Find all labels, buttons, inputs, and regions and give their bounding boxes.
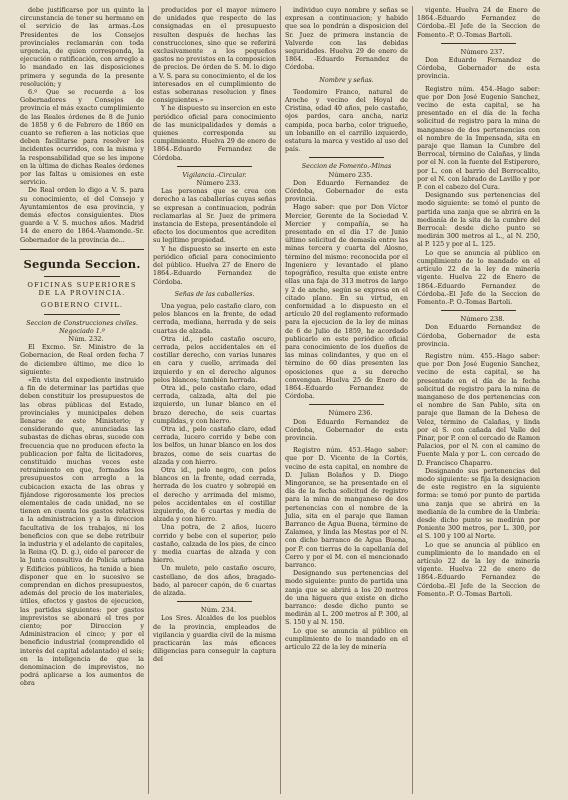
list-item: Otra id., pelo castaño claro, edad cerrada, lucero corrido y bebe con los belfos, un lunar blanco en los dos brazos, come de seis cuartas de alzada y con hierro. (153, 424, 276, 466)
paragraph: «En vista del expediente instruido a fin de determinar las partidas que deben constituir los presupuestos de las obras públicas del Estado, provinciales y municipales deben llenarse de este Ministerio; y considerando que, anunciadas las subastas de dichas obras, sucede con frecuencia que no producen efecto la publicacion por falta de licitadores, constituido muchas veces este retraimiento en que, formados los presupuestos con arreglo a la cubicacion exacta de las obras y fijándose rigorosamente los precios elementales de cada unidad, no se tienen en cuenta los gastos relativos a la administracion y a la direccion facultativa de los trabajos, ni los beneficios con que se debe retribuir la industria y el adelanto de capitales, la Reina (Q. D. g.), oido el parecer de la Junta consultiva de Policía urbana y Edificios públicos, ha tenido a bien disponer que en lo sucesivo se comprendan en dichos presupuestos, además del precio de los materiales, útiles, efectos y gastos de ejecucion, las partidas siguientes: por gastos imprevistos se abonará el tres por ciento; por Direccion y Administracion el cinco; y por el beneficio industrial (comprendido el interés del capital adelantado) el seis; en la inteligencia de que la denominacion de imprevistos, no podrá aplicarse a los aumentos de obra (20, 375, 144, 688)
list-item: Otra id., pelo castaño claro, edad cerrada, calzada, alta del pie izquierdo, un lunar blanco en el brazo derecho, de seis cuartas cumplidas, y con hierro. (153, 383, 276, 425)
paragraph: debe justificarse por un quinto la circunstancia de tener su hermano en el servicio de las armas.-Los Presidentes de los Consejos provinciales reclamarán con toda urgencia, de quien corresponda, la ejecución o ratificación, con arreglo a lo mandado en las disposiciones primera y segunda de la presente resolución; y (20, 6, 144, 88)
paragraph: Registro núm. 454.-Hago saber: que por Don José Eugenio Sanchez, vecino de esta capital, se ha presentado en el día de la fecha solicitud de registro para la mina de manganeso de dos pertenencias con el nombre de la Impensada, sita en paraje que llaman la Cumbre del Berrocal, término de Calañas, y linda por el N. con la fuente del Estiperero, por L. con el barrio del Berrocalito, por el N. con labrado de Lavillo y por P. con el cabezo del Cura. (417, 84, 540, 192)
list-item: Un muleto, pelo castaño oscuro, castellano, de dos años, bragado-bado, al parecer capón, de 6 cuartas de alzada. (153, 564, 276, 598)
paragraph: Don Eduardo Fernandez de Córdoba, Gobernador de esta provincia. (417, 56, 540, 81)
column-2 (148, 6, 280, 794)
divider (309, 404, 384, 405)
paragraph: Registro núm. 453.-Hago saber: que por D. Vicente de la Cortés, vecino de esta capital, en nombre de D. Julian Bolaños y D. Diego Mingorance, se ha presentado en el día de la fecha solicitud de registro para la mina de manganeso de dos pertenencias con el nombre de la Julia, sita en el paraje que llaman Barranco de Agua Buena, término de Zalamea, y linda las Mestas por el N. con dicho barranco de Agua Buena, por P. con tierras de la capellanía del Cerro y por el M. con el mencionado barranco. (285, 446, 408, 569)
paragraph: individuo cuyo nombre y señas se expresan a continuacion; y habido que sea lo pondrán a disposicion del Sr. Juez de primera instancia de Valverde con las debidas seguridades. Huelva 29 de enero de 1864. -Eduardo Fernandez de Córdoba. (285, 6, 408, 72)
column-3 (280, 6, 412, 794)
paragraph: Designando sus pertenencias del modo siguiente: punto de partida una zanja que se abrirá a los 20 metros de una higuera que existe en dicho barranco: desde dicho punto se medirán al L. 200 metros al P. 300, al S. 150 y al N. 150. (285, 569, 408, 627)
vigilancia-heading: Vigilancia.-Circular. (182, 170, 247, 179)
paragraph: 6.º Que se recuerde a los Gobernadores y Consejos de provincia el más exacto cumplimiento de las Reales órdenes de 8 de Junio de 1858 y 6 de Febrero de 1860 en cuanto se refieren a las noticias que deben facilitarse para resolver los incidentes ocurridos, con la misma y la responsabilidad que se les impone en la última de dichas Reales órdenes por las faltas u omisiones en este servicio. (20, 88, 144, 187)
paragraph: Don Eduardo Fernandez de Córdoba, Gobernador de esta provincia. (285, 417, 408, 442)
paragraph: Las personas que se crea con derecho a las caballerías cuyas señas se expresan a continuacion, podrán reclamarlas al Sr. Juez de primera instancia de Estepa, presentándole el efecto los documentos que acrediten su legítimo propiedad. (153, 187, 276, 245)
paragraph: De Real orden lo digo a V. S. para su conocimiento, el del Consejo y Ayuntamientos de esa provincia, y demás efectos consiguientes. Dios guarde a V. S. muchos años. Madrid 14 de enero de 1864.-Vaamonde.-Sr. Gobernador de la provincia de... (20, 186, 144, 244)
paragraph: Don Eduardo Fernandez de Córdoba, Gobernador de esta provincia. (417, 323, 540, 348)
item-number: Número 237. (460, 47, 505, 56)
item-number: Núm. 232. (68, 334, 104, 343)
paragraph: Los Sres. Alcaldes de los pueblos de la provincia, empleados de vigilancia y guardia civil de la misma practicarán las más eficaces diligencias para conseguir la captura del (153, 614, 276, 664)
item-number: Número 236. (328, 409, 373, 418)
divider (441, 43, 516, 44)
paragraph: El Excmo. Sr. Ministro de la Gobernacion, de Real orden fecha 7 de diciembre último, me dice lo siguiente: (20, 343, 144, 376)
paragraph: Lo que se anuncia al público en cumplimiento de lo mandado en el artículo 22 de la ley de minería (285, 626, 408, 652)
paragraph: Hago saber: que por Don Víctor Mercier, Gerente de la Sociedad V. Mercier y compañía, se ha presentado en el día 17 de Junio último solicitud de demasía entre las minas tercera y cuarta del Alosno, término del mismo: reconocida por el Ingeniero y levantado el plano topográfico, resulta que existe entre ellas una faja de 313 metros de largo y 2 de ancho, según se expresa en el citado plano. En su virtud, en conformidad a lo dispuesto en el artículo 20 del reglamento reformado para la ejecucion de la ley de minas de 6 de Julio de 1859, he acordado publicarlo en este periódico oficial para conocimiento de los dueños de las minas colindantes, y que en el término de 60 días presenten las oposiciones que a su derecho convengan. Huelva 25 de Enero de 1864.-Eduardo Fernandez de Córdoba. (285, 203, 408, 401)
paragraph: Designando sus pertenencias del modo siguiente: se tomó el punto de partida una zanja que se abrirá en la medianía de la sita de la cumbre del Berrocal: desde dicho punto se medirán 300 metros al L., al N. 250, al P. 125 y por al L. 125. (417, 191, 540, 249)
divider (309, 157, 384, 158)
divider (44, 276, 120, 277)
nombre-heading: Nombre y señas. (319, 75, 374, 84)
paragraph: Y he dispuesto se inserte en este periódico oficial para conocimiento del público. Huelva 27 de Enero de 1864.-Eduardo Fernandez de Córdoba. (153, 244, 276, 286)
paragraph: Don Eduardo Fernandez de Córdoba, Gobernador de esta provincia. (285, 178, 408, 204)
divider (44, 314, 120, 315)
paragraph: Registro núm. 455.-Hago saber: que por Don José Eugenio Sanchez, vecino de esta capital, se ha presentado en el día de la fecha solicitud de registro para la mina de manganeso de dos pertenencias con el nombre de San Pablo, sita en paraje que llaman de la Dehesa de Velez, término de Calañas, y linda por el S. con cañada del Valle del Pinar, por P. con el cercado de Ramon Palacios, por el N. con el camino de Fuente Mala y por L. con cercado de D. Francisco Chaparro. (417, 351, 540, 467)
divider (441, 310, 516, 311)
divider (177, 601, 252, 602)
paragraph: Designando sus pertenencias del modo siguiente: se fija la designacion de este registro en la siguiente forma: se tomó por punto de partida una zanja que se abrirá en la medianía de la cumbre de la Umbría: desde dicho punto se medirán por Poniente 300 metros, por L. 300, por el S. 100 y 100 al Norte. (417, 466, 540, 541)
list-item: Otra id., pelo negro, con pelos blancos en la frente, edad cerrada, herrada de los cuatro y sobrepié en el derecho y arrimada del mismo, pelos accidentales en el costillar izquierdo, de 6 cuartas y media de alzada y con hierro. (153, 465, 276, 524)
list-item: Otra id., pelo castaño oscuro, cerrada, pelos accidentales en el costillar derecho, con varias lunares en cara y cuello, arrimada del izquierdo y en el derecho algunos pelos blancos; también herrada. (153, 334, 276, 384)
senas-heading: Señas de las caballerías. (174, 289, 255, 298)
paragraph: Y he dispuesto su insercion en este periódico oficial para conocimiento de las municipalidades y demás a quienes corresponda su cumplimiento. Huelva 29 de enero de 1864.-Eduardo Fernandez de Córdoba. (153, 104, 276, 162)
column-1 (16, 6, 148, 794)
paragraph: producidos por el mayor número de unidades que respecto de las consignadas en el presupuesto resulten después de hechas las construcciones, sino que se referirá exclusivamente a los pequeños gastos no previstos en la composicion de precios. De órden de S. M. lo digo a V. S. para su conocimiento, el de los interesados en el cumplimiento de estas soberanas resolucion y fines consiguientes.» (153, 6, 276, 105)
paragraph: Teodomiro Franco, natural de Aroche y vecino del Hoyal de Cristina, edad 40 años, pelo castaño, ojos pardos, cara ancha, nariz campida, poca barba, color trigueño, un lobanillo en el carrillo izquierdo, estatura la marca y vestido al uso del país. (285, 87, 408, 154)
list-item: Una yegua, pelo castaño claro, con pelos blancos en la frente, de edad cerrada, mediana, herrada y de seis cuartas de alzada. (153, 301, 276, 335)
negociado-heading: Seccion de Construcciones civiles. Negociado 1.º (26, 318, 138, 335)
gobierno-heading: GOBIERNO CIVIL. (40, 301, 124, 310)
column-4 (412, 6, 544, 794)
paragraph: vigente. Huelva 24 de Enero de 1864.-Eduardo Fernandez de Córdoba.-El Jefe de la Seccion de Fomento.-P. O.-Tomas Bartoli. (417, 6, 540, 39)
paragraph: Lo que se anuncia al público en cumplimiento de lo mandado en el artículo 22 de la ley de minería vigente. Huelva 22 de Enero de 1864.-Eduardo Fernandez de Córdoba.-El Jefe de la Seccion de Fomento.-P. O.-Tomas Bartoli. (417, 248, 540, 306)
section-title: Segunda Seccion. (23, 256, 141, 271)
item-number: Núm. 234. (200, 606, 237, 615)
paragraph: Lo que se anuncia al público en cumplimiento de lo mandado en el artículo 22 de la ley de minería vigente. Huelva 22 de enero de 1864.-Eduardo Fernandez de Córdoba.-El Jefe de la Seccion de Fomento.-P. O.-Tomas Bartoli. (417, 540, 540, 598)
offices-heading: OFICINAS SUPERIORES DE LA PROVINCIA. (27, 280, 137, 298)
item-number: Número 233. (196, 179, 241, 188)
item-number: Número 235. (328, 170, 373, 179)
list-item: Una potra, de 2 años, lucero corrido y bebe con el superior, pelo castaño, calzada de los pies, de cinco y media cuartas de alzada y con hierro. (153, 523, 276, 565)
divider (177, 166, 252, 167)
fomento-heading: Seccion de Fomento.-Minas (301, 162, 392, 171)
divider (20, 249, 144, 250)
item-number: Número 238. (460, 315, 505, 324)
